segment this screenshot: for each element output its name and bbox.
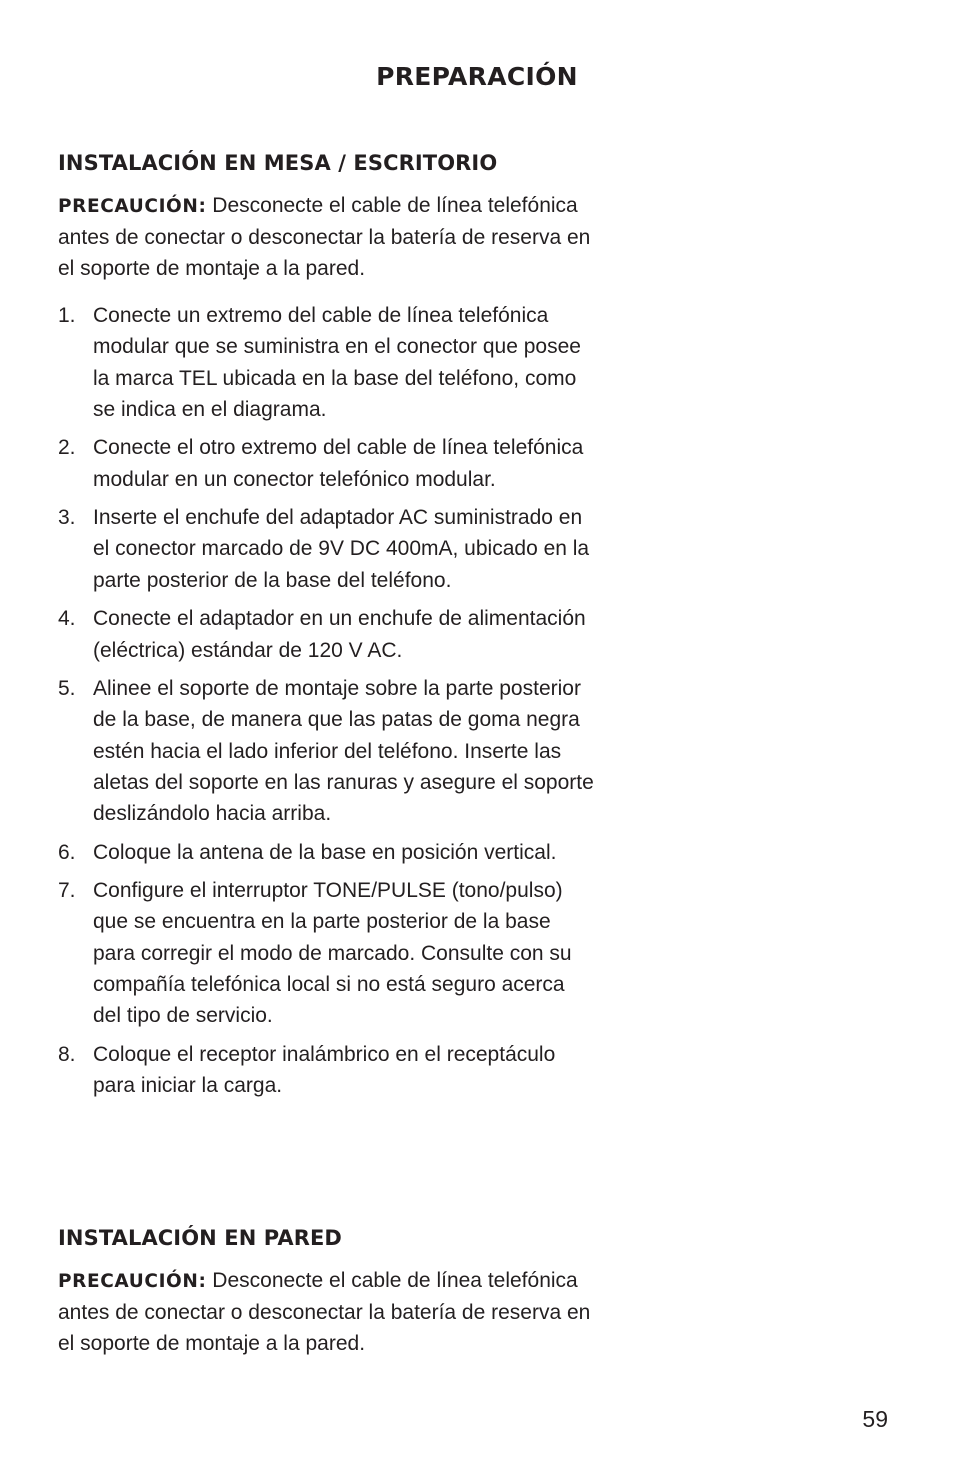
- step-number: 4.: [58, 607, 76, 631]
- installation-steps-list: [58, 300, 598, 1109]
- step-number: 3.: [58, 506, 76, 530]
- step-text: Inserte el enchufe del adaptador AC suministrado en el conector marcado de 9V DC 400mA, ubicado en la parte posterior de la base del teléfono.: [93, 506, 590, 592]
- caution-text: Desconecte el cable de línea telefónica antes de conectar o desconectar la batería de reserva en el soporte de montaje a la pared.: [58, 1269, 591, 1355]
- page-number: 59: [862, 1406, 888, 1432]
- caution-label: PRECAUCIÓN:: [58, 1271, 207, 1292]
- step-number: 2.: [58, 436, 76, 460]
- list-item-step-5: [58, 673, 598, 829]
- section-heading-table-desk: INSTALACIÓN EN MESA / ESCRITORIO: [58, 151, 498, 175]
- step-number: 8.: [58, 1042, 76, 1066]
- step-text: Conecte el adaptador en un enchufe de alimentación (eléctrica) estándar de 120 V AC.: [93, 607, 586, 662]
- step-text: Coloque el receptor inalámbrico en el receptáculo para iniciar la carga.: [93, 1042, 556, 1098]
- step-text: Coloque la antena de la base en posición vertical.: [93, 840, 557, 864]
- step-number: 5.: [58, 677, 76, 701]
- step-number: 1.: [58, 304, 76, 327]
- list-item-step-6: [58, 837, 598, 868]
- list-item-step-3: [58, 502, 598, 596]
- caution-label: PRECAUCIÓN:: [58, 196, 207, 217]
- step-text: Conecte el otro extremo del cable de línea telefónica modular en un conector telefónico modular.: [93, 436, 584, 491]
- list-item-step-2: [58, 432, 598, 495]
- list-item-step-4: [58, 603, 598, 666]
- step-number: 6.: [58, 840, 76, 864]
- page-title: PREPARACIÓN: [376, 62, 578, 91]
- section-heading-wall: INSTALACIÓN EN PARED: [58, 1226, 342, 1250]
- caution-note-wall: [58, 1265, 598, 1359]
- caution-note-table-desk: [58, 190, 598, 284]
- list-item-step-7: [58, 875, 598, 1031]
- step-text: Conecte un extremo del cable de línea telefónica modular que se suministra en el conector que posee la marca TEL ubicada en la base del teléfono, como se indica en el diagrama.: [93, 304, 581, 421]
- step-number: 7.: [58, 879, 76, 903]
- list-item-step-1: [58, 300, 598, 425]
- step-text: Alinee el soporte de montaje sobre la parte posterior de la base, de manera que las patas de goma negra estén hacia el lado inferior del teléfono. Inserte las aletas del soporte en las ranuras y asegure el soporte deslizándolo hacia arriba.: [93, 677, 594, 826]
- step-text: Configure el interruptor TONE/PULSE (tono/pulso) que se encuentra en la parte posterior de la base para corregir el modo de marcado. Consulte con su compañía telefónica local si no está seguro acerca del tipo de servicio.: [93, 879, 572, 1028]
- caution-text: Desconecte el cable de línea telefónica antes de conectar o desconectar la batería de reserva en el soporte de montaje a la pared.: [58, 194, 591, 280]
- list-item-step-8: [58, 1039, 598, 1102]
